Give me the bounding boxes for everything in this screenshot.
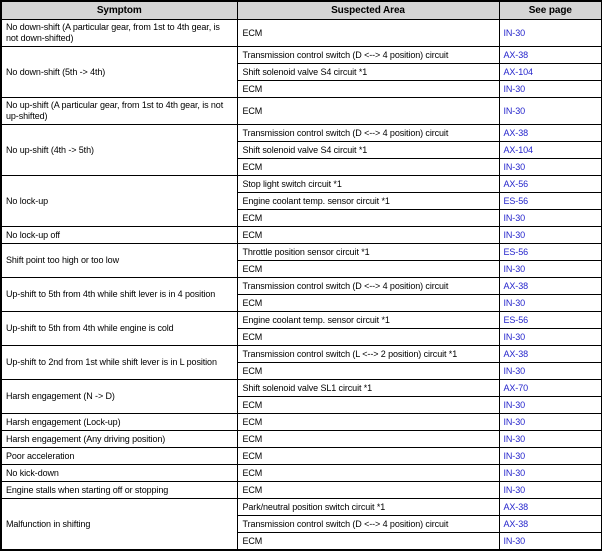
suspected-area-cell: Shift solenoid valve S4 circuit *1 <box>237 142 499 159</box>
suspected-area-cell: ECM <box>237 210 499 227</box>
see-page-link[interactable]: AX-70 <box>499 380 602 397</box>
suspected-area-cell: ECM <box>237 329 499 346</box>
see-page-link[interactable]: ES-56 <box>499 193 602 210</box>
column-header-symptom: Symptom <box>1 1 237 20</box>
table-row <box>1 414 602 431</box>
suspected-area-cell: Transmission control switch (D <--> 4 position) circuit <box>237 47 499 64</box>
symptom-cell: Up-shift to 2nd from 1st while shift lever is in L position <box>1 346 237 380</box>
suspected-area-cell: ECM <box>237 363 499 380</box>
symptom-cell: Harsh engagement (Lock-up) <box>1 414 237 431</box>
see-page-link[interactable]: IN-30 <box>499 159 602 176</box>
suspected-area-cell: ECM <box>237 533 499 551</box>
table-row <box>1 244 602 261</box>
suspected-area-cell: Transmission control switch (D <--> 4 position) circuit <box>237 516 499 533</box>
table-row <box>1 227 602 244</box>
suspected-area-cell: Engine coolant temp. sensor circuit *1 <box>237 193 499 210</box>
see-page-link[interactable]: IN-30 <box>499 227 602 244</box>
table-row <box>1 431 602 448</box>
see-page-link[interactable]: IN-30 <box>499 210 602 227</box>
suspected-area-cell: Transmission control switch (D <--> 4 position) circuit <box>237 125 499 142</box>
symptom-table-body <box>1 20 602 551</box>
symptom-cell: No kick-down <box>1 465 237 482</box>
see-page-link[interactable]: AX-38 <box>499 516 602 533</box>
symptom-cell: Engine stalls when starting off or stopping <box>1 482 237 499</box>
see-page-link[interactable]: AX-38 <box>499 125 602 142</box>
suspected-area-cell: Shift solenoid valve SL1 circuit *1 <box>237 380 499 397</box>
see-page-link[interactable]: AX-38 <box>499 47 602 64</box>
see-page-link[interactable]: IN-30 <box>499 329 602 346</box>
symptom-cell: Harsh engagement (N -> D) <box>1 380 237 414</box>
suspected-area-cell: Transmission control switch (D <--> 4 position) circuit <box>237 278 499 295</box>
symptom-cell: Shift point too high or too low <box>1 244 237 278</box>
table-row <box>1 125 602 142</box>
column-header-suspected-area: Suspected Area <box>237 1 499 20</box>
see-page-link[interactable]: IN-30 <box>499 295 602 312</box>
see-page-link[interactable]: IN-30 <box>499 431 602 448</box>
table-row <box>1 499 602 516</box>
see-page-link[interactable]: AX-38 <box>499 499 602 516</box>
suspected-area-cell: Shift solenoid valve S4 circuit *1 <box>237 64 499 81</box>
symptom-cell: No down-shift (5th -> 4th) <box>1 47 237 98</box>
symptom-cell: No up-shift (A particular gear, from 1st to 4th gear, is not up-shifted) <box>1 98 237 125</box>
see-page-link[interactable]: ES-56 <box>499 244 602 261</box>
see-page-link[interactable]: IN-30 <box>499 261 602 278</box>
suspected-area-cell: Transmission control switch (L <--> 2 position) circuit *1 <box>237 346 499 363</box>
symptom-cell: Up-shift to 5th from 4th while shift lever is in 4 position <box>1 278 237 312</box>
see-page-link[interactable]: IN-30 <box>499 397 602 414</box>
table-row <box>1 380 602 397</box>
suspected-area-cell: ECM <box>237 159 499 176</box>
symptom-cell: No up-shift (4th -> 5th) <box>1 125 237 176</box>
column-header-see-page: See page <box>499 1 602 20</box>
suspected-area-cell: ECM <box>237 81 499 98</box>
suspected-area-cell: ECM <box>237 431 499 448</box>
symptom-cell: No lock-up off <box>1 227 237 244</box>
table-row <box>1 47 602 64</box>
see-page-link[interactable]: ES-56 <box>499 312 602 329</box>
see-page-link[interactable]: AX-38 <box>499 278 602 295</box>
table-row <box>1 465 602 482</box>
suspected-area-cell: Park/neutral position switch circuit *1 <box>237 499 499 516</box>
see-page-link[interactable]: IN-30 <box>499 448 602 465</box>
suspected-area-cell: ECM <box>237 397 499 414</box>
see-page-link[interactable]: IN-30 <box>499 81 602 98</box>
symptom-cell: Poor acceleration <box>1 448 237 465</box>
suspected-area-cell: Stop light switch circuit *1 <box>237 176 499 193</box>
symptom-cell: No down-shift (A particular gear, from 1st to 4th gear, is not down-shifted) <box>1 20 237 47</box>
table-row <box>1 346 602 363</box>
see-page-link[interactable]: AX-38 <box>499 346 602 363</box>
see-page-link[interactable]: IN-30 <box>499 482 602 499</box>
table-row <box>1 20 602 47</box>
see-page-link[interactable]: IN-30 <box>499 414 602 431</box>
suspected-area-cell: ECM <box>237 295 499 312</box>
suspected-area-cell: ECM <box>237 448 499 465</box>
suspected-area-cell: ECM <box>237 414 499 431</box>
table-row <box>1 312 602 329</box>
table-row <box>1 482 602 499</box>
see-page-link[interactable]: AX-104 <box>499 142 602 159</box>
suspected-area-cell: ECM <box>237 482 499 499</box>
see-page-link[interactable]: IN-30 <box>499 98 602 125</box>
table-row <box>1 448 602 465</box>
see-page-link[interactable]: AX-56 <box>499 176 602 193</box>
symptom-cell: Up-shift to 5th from 4th while engine is cold <box>1 312 237 346</box>
table-row <box>1 176 602 193</box>
suspected-area-cell: Throttle position sensor circuit *1 <box>237 244 499 261</box>
symptom-cell: Harsh engagement (Any driving position) <box>1 431 237 448</box>
see-page-link[interactable]: IN-30 <box>499 465 602 482</box>
table-header-row <box>1 1 602 20</box>
suspected-area-cell: ECM <box>237 261 499 278</box>
see-page-link[interactable]: IN-30 <box>499 20 602 47</box>
symptom-cell: No lock-up <box>1 176 237 227</box>
suspected-area-cell: Engine coolant temp. sensor circuit *1 <box>237 312 499 329</box>
symptom-cell: Malfunction in shifting <box>1 499 237 551</box>
see-page-link[interactable]: IN-30 <box>499 533 602 551</box>
table-row <box>1 98 602 125</box>
see-page-link[interactable]: AX-104 <box>499 64 602 81</box>
suspected-area-cell: ECM <box>237 98 499 125</box>
table-row <box>1 278 602 295</box>
suspected-area-cell: ECM <box>237 20 499 47</box>
see-page-link[interactable]: IN-30 <box>499 363 602 380</box>
suspected-area-cell: ECM <box>237 465 499 482</box>
suspected-area-cell: ECM <box>237 227 499 244</box>
